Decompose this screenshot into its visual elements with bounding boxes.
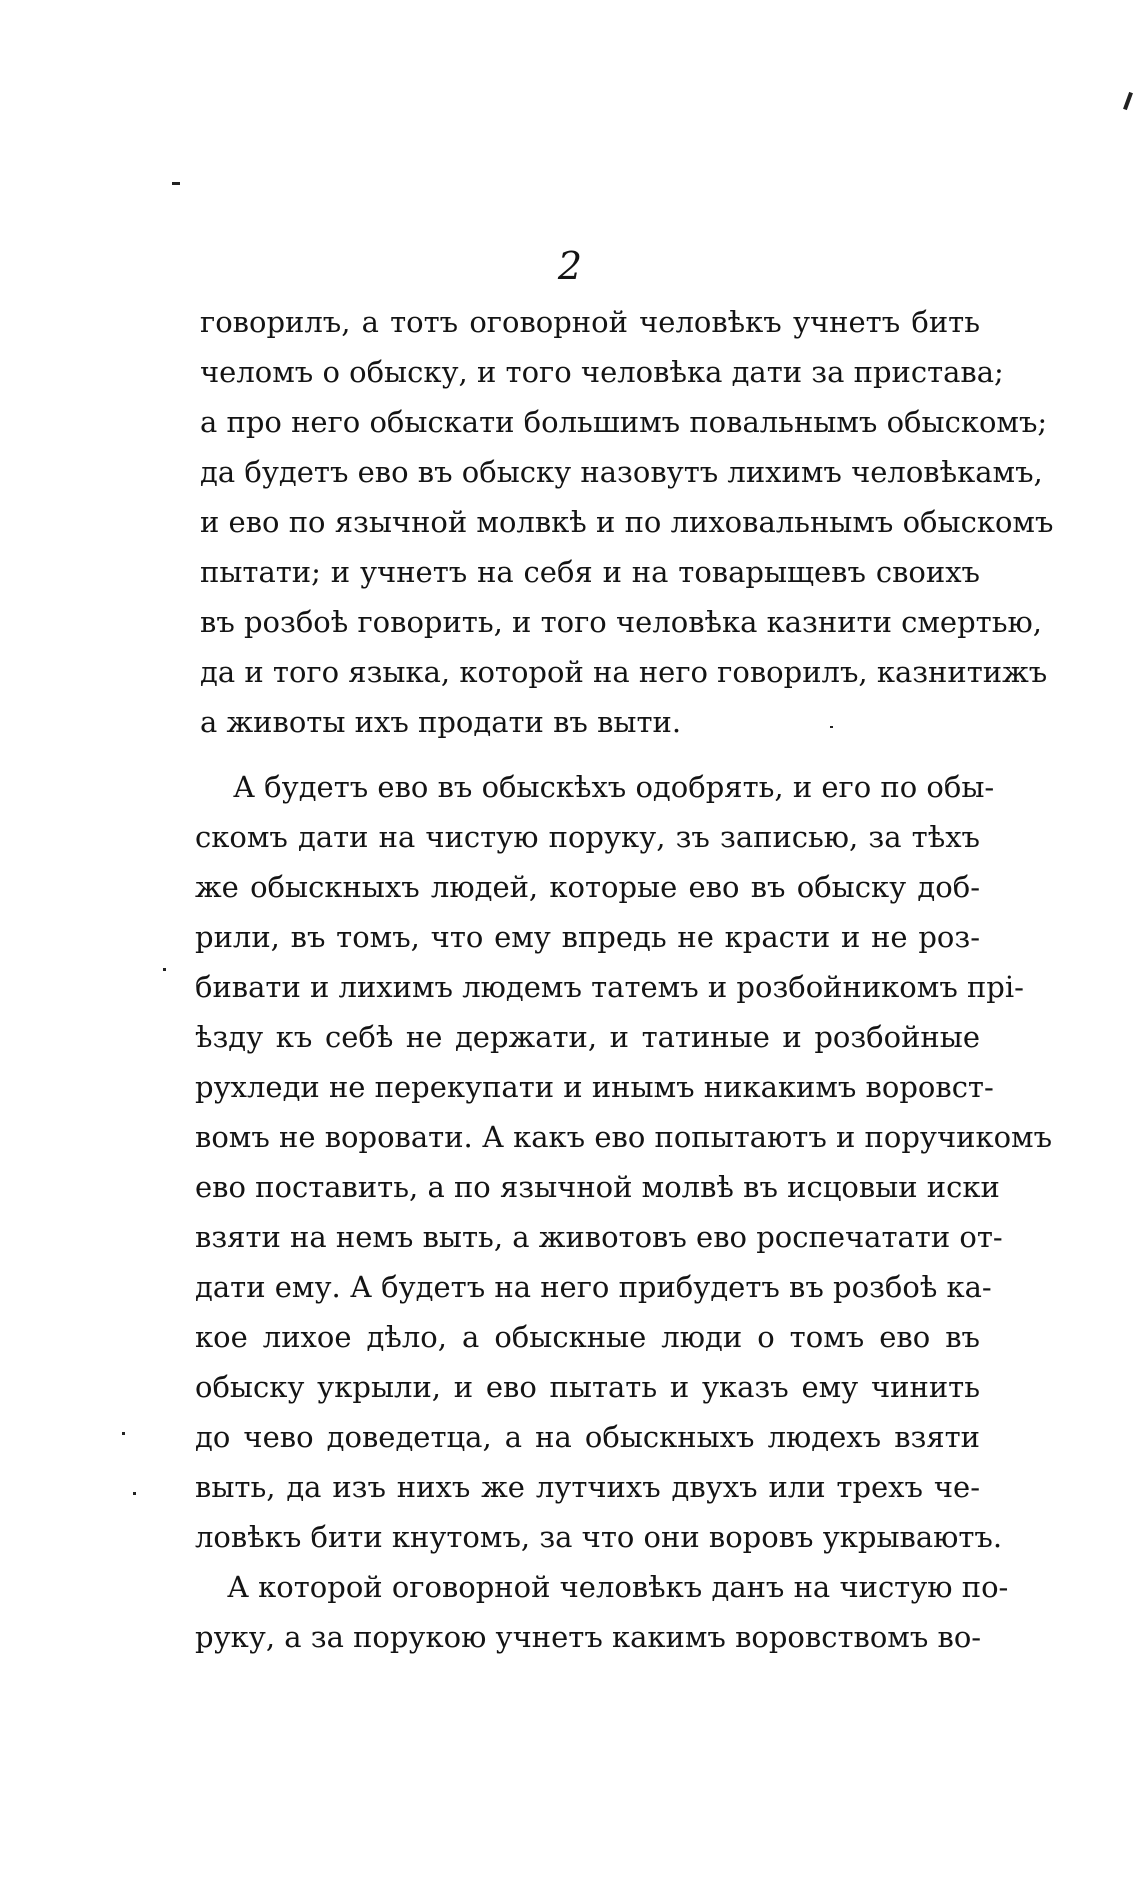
scan-speck xyxy=(163,968,166,971)
text-line: А будетъ ево въ обыскѣхъ одобрять, и его по обы- xyxy=(233,770,995,804)
text-line: рили, въ томъ, что ему впредь не красти и не роз- xyxy=(195,920,980,954)
text-line: вомъ не воровати. А какъ ево попытаютъ и поручикомъ xyxy=(195,1120,1053,1154)
text-line: выть, да изъ нихъ же лутчихъ двухъ или трехъ че- xyxy=(195,1470,980,1504)
text-line: говорилъ, а тотъ оговорной человѣкъ учнетъ бить xyxy=(200,305,980,339)
text-line: бивати и лихимъ людемъ татемъ и розбойникомъ прі- xyxy=(195,970,1024,1004)
text-line: а животы ихъ продати въ выти. xyxy=(200,705,682,739)
text-line: ево поставить, а по язычной молвѣ въ исцовыи иски xyxy=(195,1170,1000,1204)
text-line: пытати; и учнетъ на себя и на товарыщевъ своихъ xyxy=(200,555,980,589)
text-line: челомъ о обыску, и того человѣка дати за пристава; xyxy=(200,355,1004,389)
text-line: ѣзду къ себѣ не держати, и татиные и розбойные xyxy=(195,1020,980,1054)
text-line: взяти на немъ выть, а животовъ ево роспечатати от- xyxy=(195,1220,1003,1254)
scan-speck xyxy=(1123,92,1133,110)
text-line: дати ему. А будетъ на него прибудетъ въ розбоѣ ка- xyxy=(195,1270,992,1304)
text-line: въ розбоѣ говорить, и того человѣка казнити смертью, xyxy=(200,605,1042,639)
scan-speck xyxy=(122,1432,125,1435)
text-line: ловѣкъ бити кнутомъ, за что они воровъ укрываютъ. xyxy=(195,1520,1003,1554)
text-line: же обыскныхъ людей, которые ево въ обыску доб- xyxy=(195,870,980,904)
page-number: 2 xyxy=(557,244,583,288)
text-line: А которой оговорной человѣкъ данъ на чистую по- xyxy=(227,1570,1009,1604)
scan-speck xyxy=(133,1492,136,1495)
paragraph-3 xyxy=(195,1562,1009,1662)
text-line: рухледи не перекупати и инымъ никакимъ воровст- xyxy=(195,1070,994,1104)
scan-speck xyxy=(172,182,180,185)
paragraph-2 xyxy=(195,762,1053,1562)
text-line: обыску укрыли, и ево пытать и указъ ему чинить xyxy=(195,1370,980,1404)
text-line: да будетъ ево въ обыску назовутъ лихимъ человѣкамъ, xyxy=(200,455,1043,489)
text-line: и ево по язычной молвкѣ и по лиховальнымъ обыскомъ xyxy=(200,505,1054,539)
text-line: руку, а за порукою учнетъ какимъ воровствомъ во- xyxy=(195,1620,982,1654)
text-line: кое лихое дѣло, а обыскные люди о томъ ево въ xyxy=(195,1320,980,1354)
paragraph-1 xyxy=(200,297,1054,747)
scan-speck xyxy=(830,726,833,728)
text-line: скомъ дати на чистую поруку, зъ записью, за тѣхъ xyxy=(195,820,980,854)
text-line: да и того языка, которой на него говорилъ, казнитижъ xyxy=(200,655,1048,689)
text-line: до чево доведетца, а на обыскныхъ людехъ взяти xyxy=(195,1420,980,1454)
text-line: а про него обыскати большимъ повальнымъ обыскомъ; xyxy=(200,405,1048,439)
